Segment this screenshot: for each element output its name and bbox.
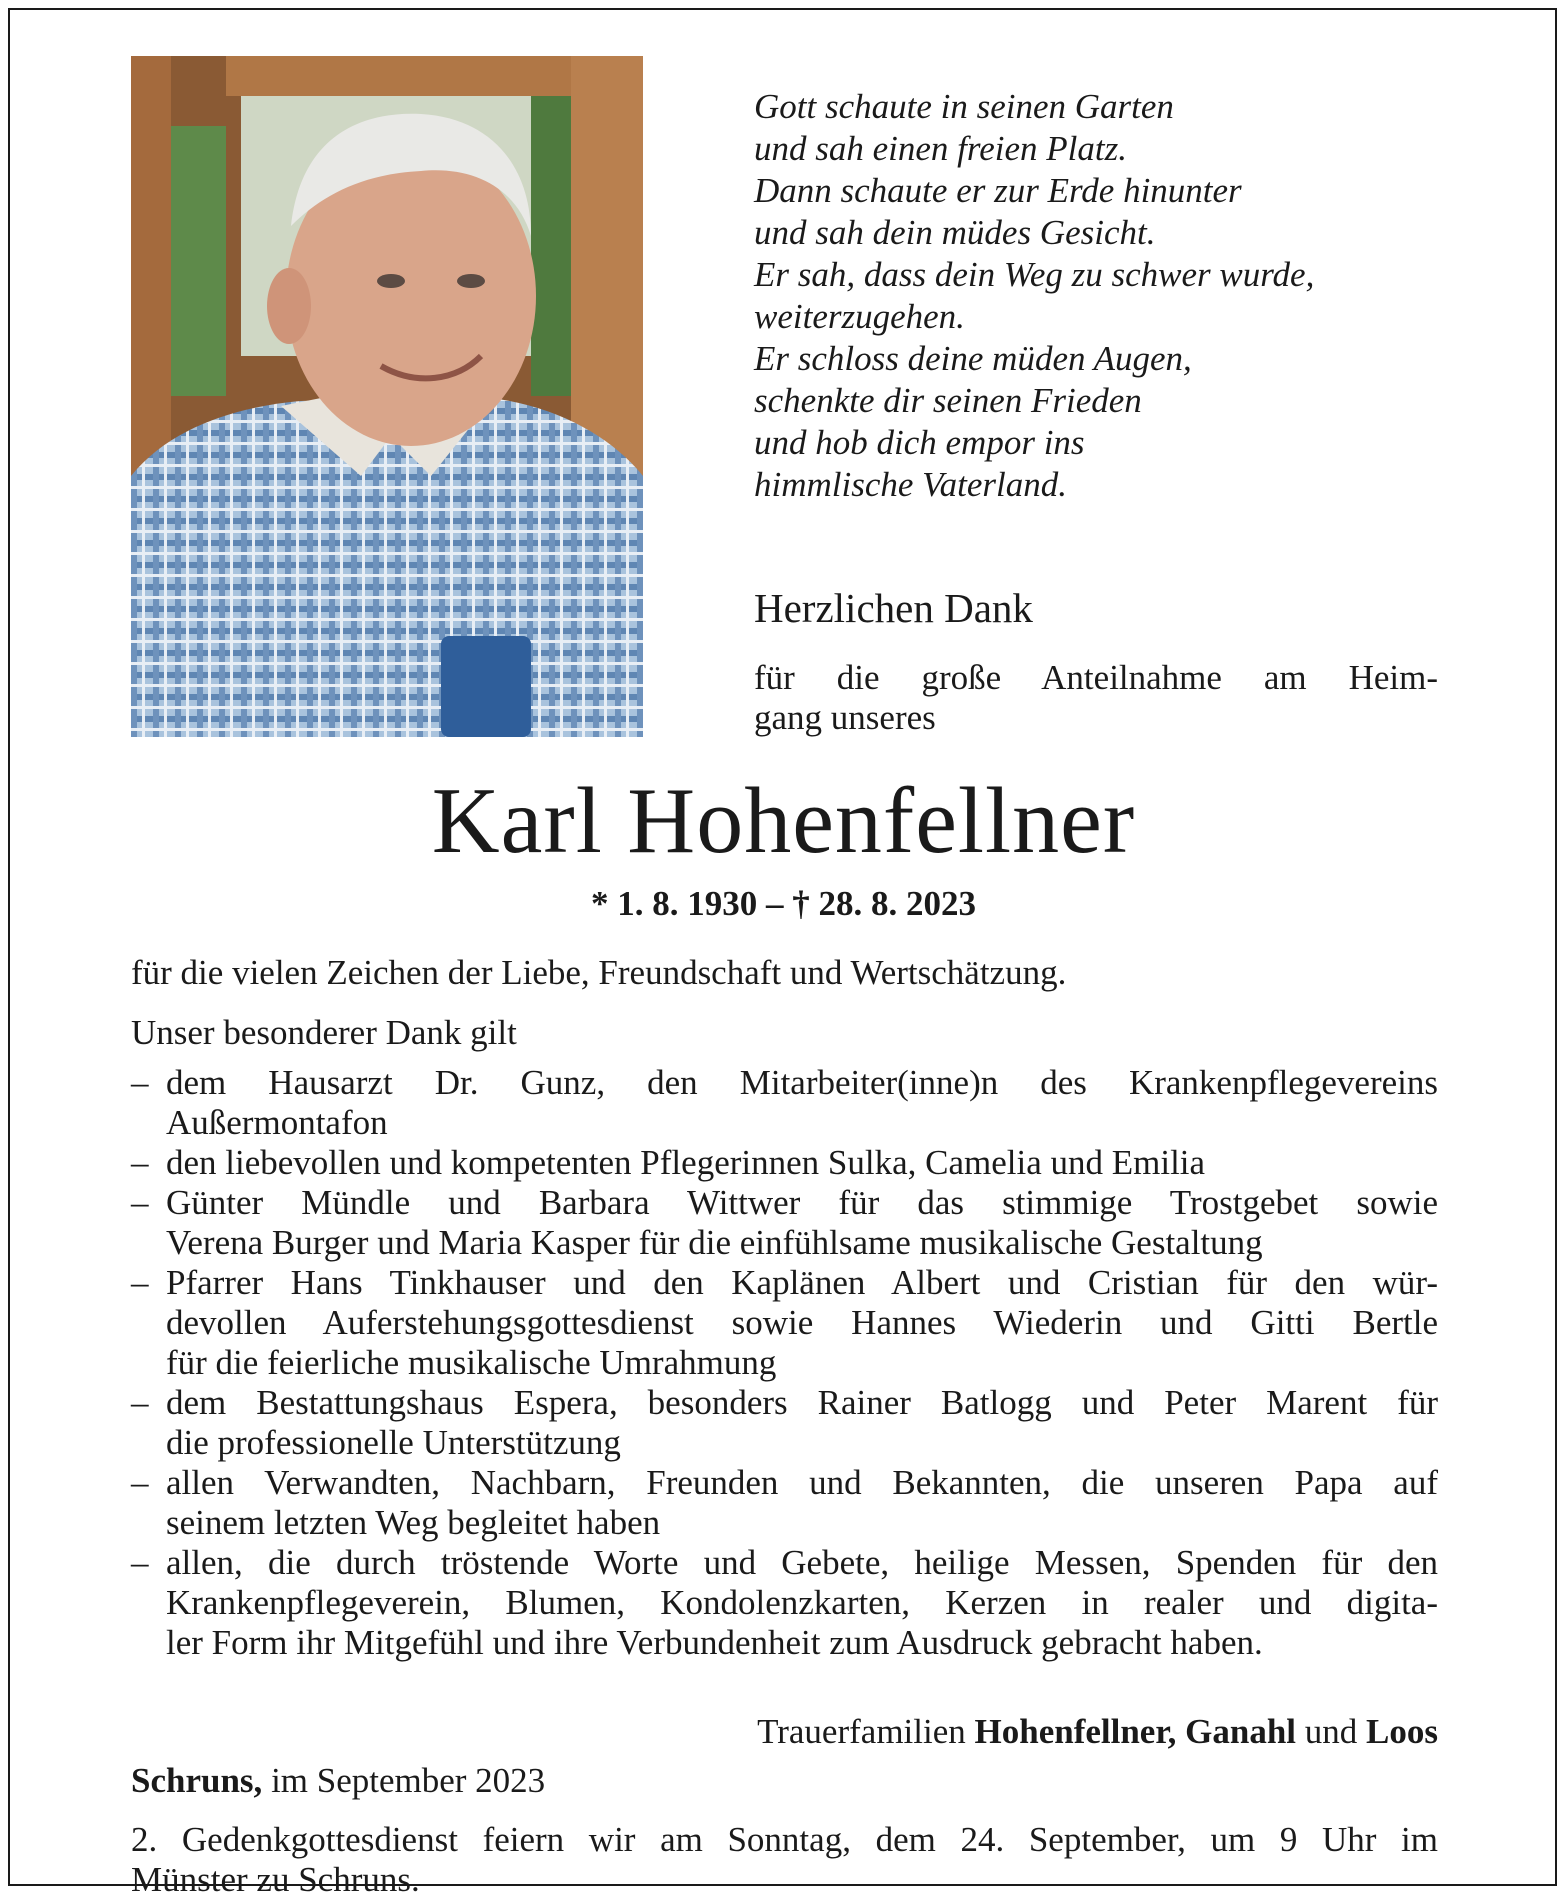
poem-line: himmlische Vaterland. <box>754 465 1068 504</box>
list-item-line: allen Verwandten, Nachbarn, Freunden und Bekannten, die unseren Papa auf <box>166 1463 1438 1502</box>
deceased-name: Karl Hohenfellner <box>431 769 1136 873</box>
memorial-service-notice <box>131 1820 1438 1900</box>
list-item-line: Außermontafon <box>166 1103 388 1142</box>
list-item-line: für die feierliche musikalische Umrahmung <box>166 1343 777 1382</box>
poem-line: Gott schaute in seinen Garten <box>754 87 1174 126</box>
list-dash: – <box>131 1383 149 1422</box>
signature-connector: und <box>1296 1712 1367 1751</box>
list-item-line: dem Bestattungshaus Espera, besonders Rainer Batlogg und Peter Marent für <box>166 1383 1438 1422</box>
poem-line: Er sah, dass dein Weg zu schwer wurde, <box>754 255 1315 294</box>
thanks-intro <box>754 658 1438 738</box>
list-item-line: seinem letzten Weg begleitet haben <box>166 1503 661 1542</box>
list-item <box>131 1543 1438 1663</box>
list-dash: – <box>131 1183 149 1222</box>
list-item-line: Krankenpflegeverein, Blumen, Kondolenzkarten, Kerzen in realer und digita- <box>166 1583 1438 1622</box>
body-line: Unser besonderer Dank gilt <box>131 1013 517 1052</box>
poem <box>754 86 1454 506</box>
thanks-heading: Herzlichen Dank <box>754 585 1033 631</box>
poem-line: und hob dich empor ins <box>754 423 1085 462</box>
list-item-line: die professionelle Unterstützung <box>166 1423 621 1462</box>
list-item-line: ler Form ihr Mitgefühl und ihre Verbundenheit zum Ausdruck gebracht haben. <box>166 1623 1263 1662</box>
poem-line: Dann schaute er zur Erde hinunter <box>754 171 1242 210</box>
life-dates: * 1. 8. 1930 – † 28. 8. 2023 <box>591 884 976 923</box>
list-item-line: devollen Auferstehungsgottesdienst sowie Hannes Wiederin und Gitti Bertle <box>166 1303 1438 1342</box>
signature <box>131 1712 1438 1752</box>
place-town: Schruns, <box>131 1761 263 1800</box>
portrait-photo-illustration <box>131 56 643 737</box>
list-item <box>131 1143 1438 1183</box>
list-dash: – <box>131 1463 149 1502</box>
poem-line: schenkte dir seinen Frieden <box>754 381 1142 420</box>
list-item <box>131 1263 1438 1383</box>
list-item-line: den liebevollen und kompetenten Pflegerinnen Sulka, Camelia und Emilia <box>166 1143 1206 1182</box>
poem-line: weiterzugehen. <box>754 297 965 336</box>
poem-line: Er schloss deine müden Augen, <box>754 339 1192 378</box>
body-line: für die vielen Zeichen der Liebe, Freundschaft und Wertschätzung. <box>131 953 1067 992</box>
poem-line: und sah einen freien Platz. <box>754 129 1127 168</box>
list-dash: – <box>131 1263 149 1302</box>
memorial-line: Münster zu Schruns. <box>131 1860 420 1899</box>
list-dash: – <box>131 1143 149 1182</box>
list-item-line: dem Hausarzt Dr. Gunz, den Mitarbeiter(inne)n des Krankenpflegevereins <box>166 1063 1438 1102</box>
family-name: Hohenfellner, Ganahl <box>974 1712 1297 1751</box>
poem-line: und sah dein müdes Gesicht. <box>754 213 1156 252</box>
list-item-line: Pfarrer Hans Tinkhauser und den Kaplänen Albert und Cristian für den wür- <box>166 1263 1438 1302</box>
list-item-line: Günter Mündle und Barbara Wittwer für das stimmige Trostgebet sowie <box>166 1183 1438 1222</box>
list-item-line: Verena Burger und Maria Kasper für die einfühlsame musikalische Gestaltung <box>166 1223 1263 1262</box>
family-name: Loos <box>1366 1712 1438 1751</box>
list-item-line: allen, die durch tröstende Worte und Gebete, heilige Messen, Spenden für den <box>166 1543 1438 1582</box>
signature-prefix: Trauerfamilien <box>757 1712 975 1751</box>
place-month: im September 2023 <box>262 1761 546 1800</box>
list-dash: – <box>131 1543 149 1582</box>
list-item <box>131 1063 1438 1143</box>
thanks-intro-line: für die große Anteilnahme am Heim- <box>754 658 1438 697</box>
list-item <box>131 1183 1438 1263</box>
place-date <box>131 1761 545 1801</box>
portrait-photo <box>131 56 643 737</box>
list-item <box>131 1383 1438 1463</box>
thanks-intro-line: gang unseres <box>754 698 936 737</box>
thanks-list <box>131 1063 1438 1663</box>
memorial-line: 2. Gedenkgottesdienst feiern wir am Sonntag, dem 24. September, um 9 Uhr im <box>131 1820 1438 1859</box>
list-dash: – <box>131 1063 149 1102</box>
list-item <box>131 1463 1438 1543</box>
